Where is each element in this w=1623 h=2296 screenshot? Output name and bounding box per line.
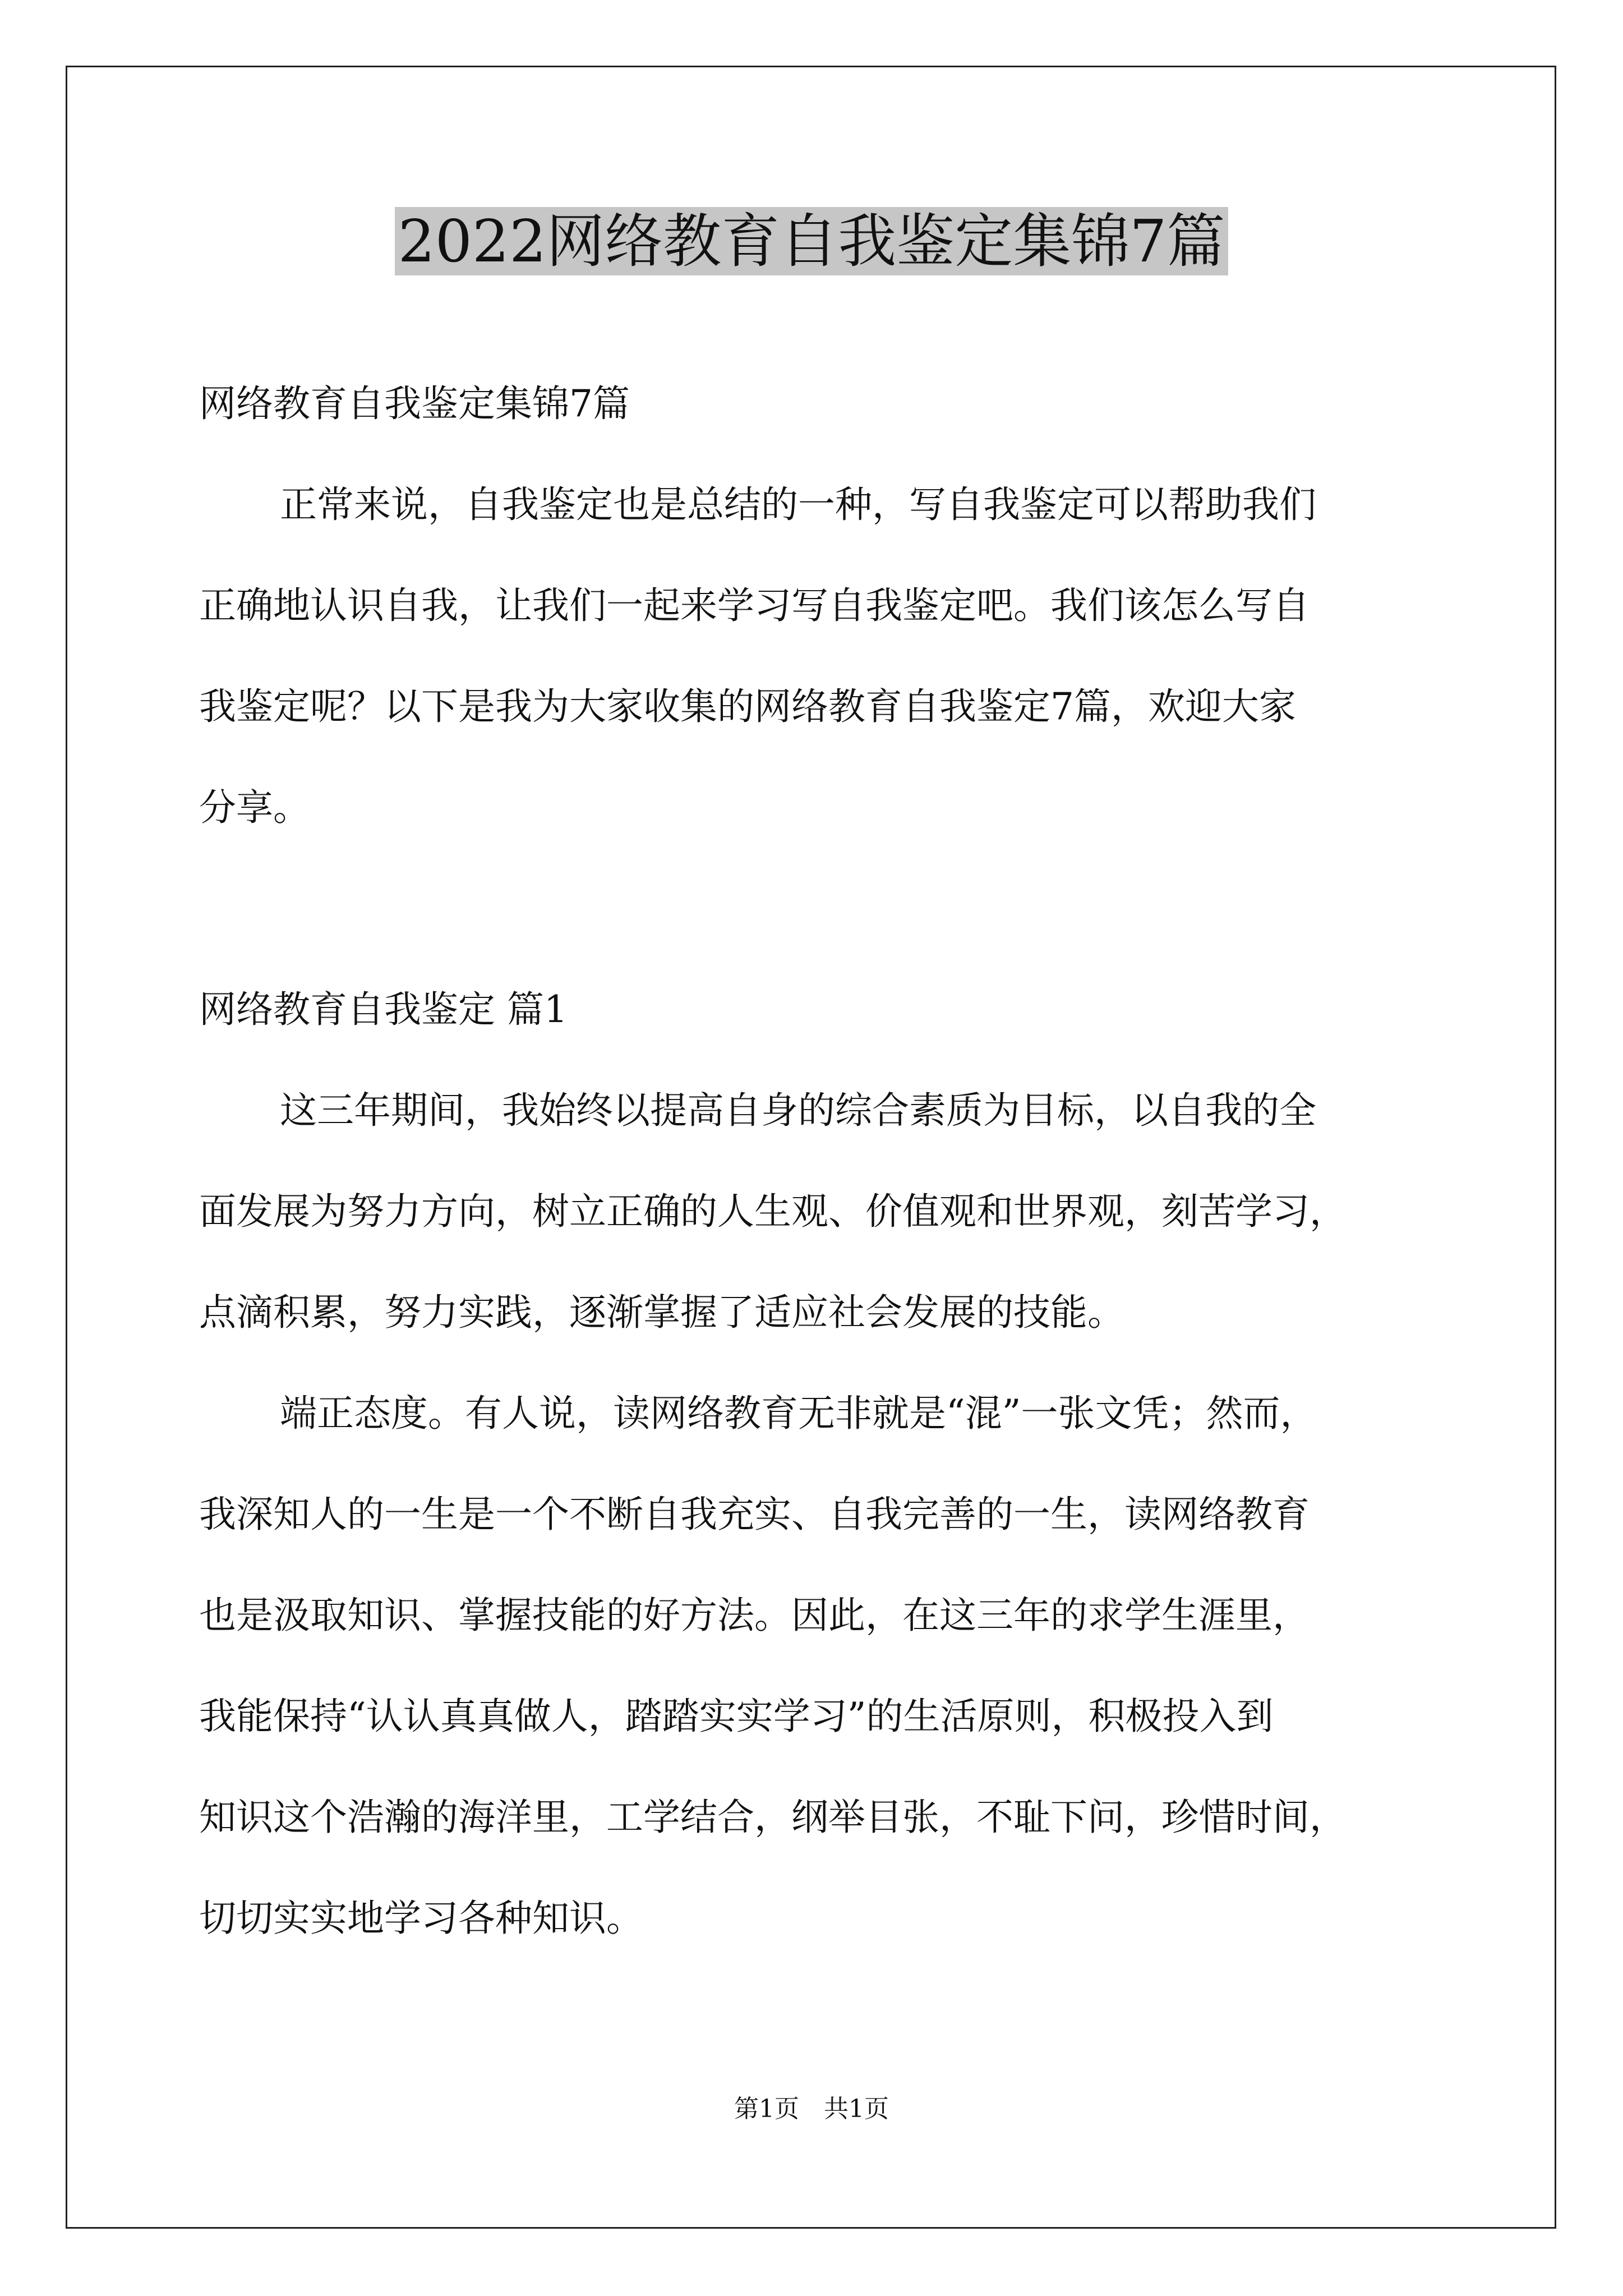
body-line-3: 点滴积累，努力实践，逐渐掌握了适应社会发展的技能。 <box>199 1291 1124 1334</box>
body-line-4: 端正态度。有人说，读网络教育无非就是“混”一张文凭；然而， <box>280 1392 1317 1435</box>
body-line-1: 这三年期间，我始终以提高自身的综合素质为目标，以自我的全 <box>280 1089 1316 1132</box>
body-line-9: 切切实实地学习各种知识。 <box>199 1897 643 1940</box>
intro-line-4: 分享。 <box>199 786 310 829</box>
intro-line-3: 我鉴定呢？以下是我为大家收集的网络教育自我鉴定7篇，欢迎大家 <box>199 685 1296 728</box>
body-line-7: 我能保持“认认真真做人，踏踏实实学习”的生活原则，积极投入到 <box>199 1695 1274 1738</box>
body-line-8: 知识这个浩瀚的海洋里，工学结合，纲举目张，不耻下问，珍惜时间， <box>199 1796 1347 1839</box>
page-footer: 第1页 共1页 <box>734 2095 889 2123</box>
document-title <box>0 199 1623 283</box>
body-line-6: 也是汲取知识、掌握技能的好方法。因此，在这三年的求学生涯里， <box>199 1594 1310 1637</box>
intro-line-1: 正常来说，自我鉴定也是总结的一种，写自我鉴定可以帮助我们 <box>280 483 1316 526</box>
document-title-text: 2022网络教育自我鉴定集锦7篇 <box>395 207 1229 275</box>
paragraph-gap <box>199 858 1461 959</box>
body-line-2: 面发展为努力方向，树立正确的人生观、价值观和世界观，刻苦学习， <box>199 1190 1347 1233</box>
intro-line-2: 正确地认识自我，让我们一起来学习写自我鉴定吧。我们该怎么写自 <box>199 584 1310 627</box>
body-line-5: 我深知人的一生是一个不断自我充实、自我完善的一生，读网络教育 <box>199 1493 1310 1536</box>
document-body <box>199 353 1461 1969</box>
subtitle-line: 网络教育自我鉴定集锦7篇 <box>199 382 630 425</box>
section-heading: 网络教育自我鉴定 篇1 <box>199 988 568 1031</box>
